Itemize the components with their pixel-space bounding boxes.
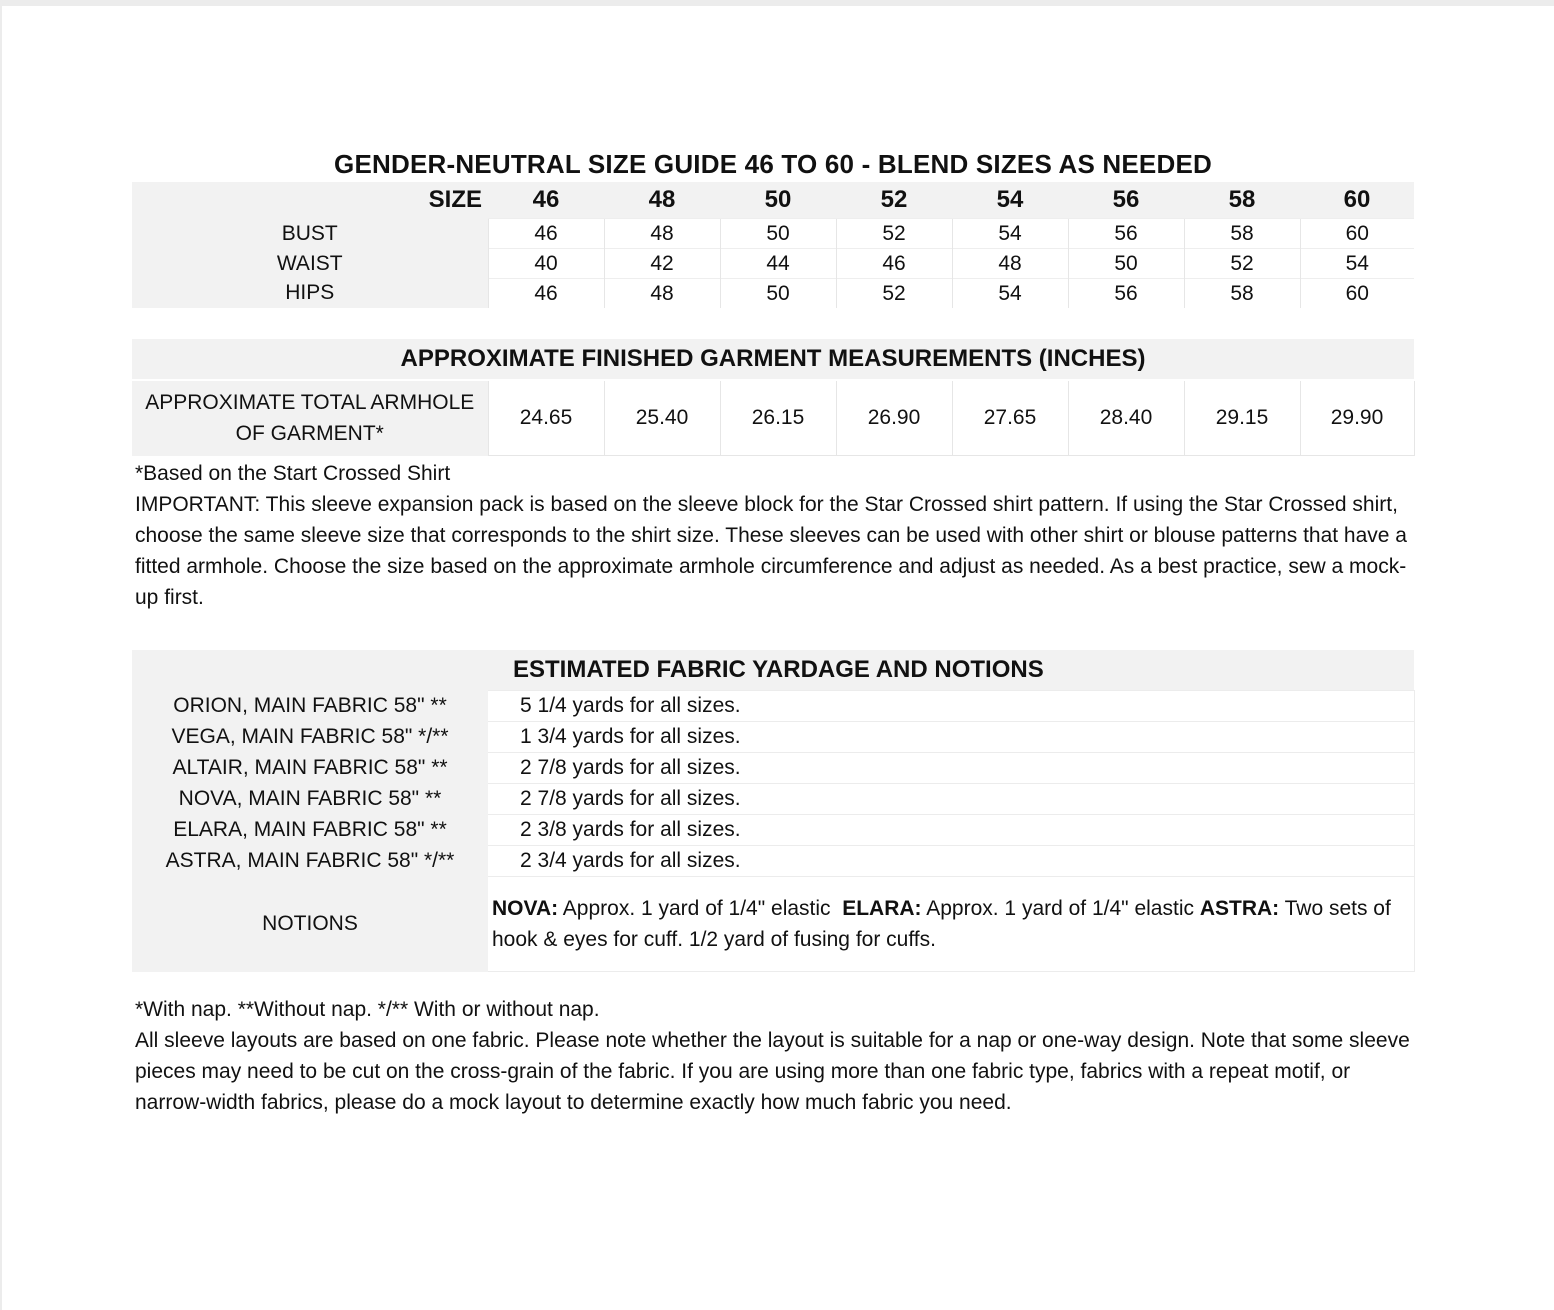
document-content bbox=[132, 146, 1414, 1118]
table-cell: 26.90 bbox=[836, 380, 952, 456]
fabric-value: 2 7/8 yards for all sizes. bbox=[488, 784, 1414, 815]
fabric-title: ESTIMATED FABRIC YARDAGE AND NOTIONS bbox=[488, 650, 1414, 691]
layout-note: All sleeve layouts are based on one fabric. Please note whether the layout is suitable for a nap or one-way design. Note that some sleeve pieces may need to be cut on the cross-grain of the fabric. If you are using more than one fabric type, fabrics with a repeat motif, or narrow-width fabrics, please do a mock layout to determine exactly how much fabric you need. bbox=[135, 1029, 1410, 1114]
fabric-label: ASTRA, MAIN FABRIC 58" */** bbox=[132, 846, 488, 877]
table-row bbox=[132, 815, 1414, 846]
size-header-cell: 58 bbox=[1228, 186, 1256, 213]
armhole-footnote: *Based on the Start Crossed Shirt bbox=[135, 462, 451, 485]
size-guide-title: GENDER-NEUTRAL SIZE GUIDE 46 TO 60 - BLEND SIZES AS NEEDED bbox=[334, 149, 1212, 179]
nap-note: *With nap. **Without nap. */** With or without nap. bbox=[135, 998, 600, 1021]
fabric-label: ELARA, MAIN FABRIC 58" ** bbox=[132, 815, 488, 846]
table-row bbox=[132, 219, 1414, 249]
table-cell: 26.15 bbox=[720, 380, 836, 456]
garment-measurements-table bbox=[132, 339, 1415, 456]
table-cell: 48 bbox=[952, 249, 1068, 279]
table-cell: 54 bbox=[952, 279, 1068, 309]
fabric-value: 2 7/8 yards for all sizes. bbox=[488, 753, 1414, 784]
table-cell: 60 bbox=[1300, 279, 1414, 309]
table-cell: 50 bbox=[1068, 249, 1184, 279]
notions-elara-label: ELARA: bbox=[842, 897, 922, 920]
table-cell: 46 bbox=[488, 279, 604, 309]
hips-label: HIPS bbox=[132, 279, 488, 309]
size-header-cell: 60 bbox=[1343, 186, 1371, 213]
table-row bbox=[132, 753, 1414, 784]
table-cell: 28.40 bbox=[1068, 380, 1184, 456]
table-cell: 29.15 bbox=[1184, 380, 1300, 456]
size-header-cell: 48 bbox=[648, 186, 676, 213]
table-cell: 44 bbox=[720, 249, 836, 279]
document-page bbox=[2, 6, 1554, 1310]
table-cell: 24.65 bbox=[488, 380, 604, 456]
size-header-cell: 52 bbox=[880, 186, 908, 213]
size-header-cell: 46 bbox=[532, 186, 560, 213]
notions-nova-label: NOVA: bbox=[492, 897, 559, 920]
fabric-label: NOVA, MAIN FABRIC 58" ** bbox=[132, 784, 488, 815]
table-row bbox=[132, 846, 1414, 877]
table-cell: 29.90 bbox=[1300, 380, 1414, 456]
notions-nova-text: Approx. 1 yard of 1/4" elastic bbox=[558, 897, 843, 920]
table-cell: 50 bbox=[720, 279, 836, 309]
table-cell: 58 bbox=[1184, 219, 1300, 249]
notions-astra-text: Two sets of hook & eyes for cuff. 1/2 yard of fusing for cuffs. bbox=[492, 897, 1391, 951]
notions-value bbox=[488, 877, 1414, 972]
table-cell: 56 bbox=[1068, 279, 1184, 309]
table-row bbox=[132, 784, 1414, 815]
table-cell: 46 bbox=[836, 249, 952, 279]
table-row bbox=[132, 691, 1414, 722]
size-label: SIZE bbox=[428, 186, 482, 214]
notions-astra-label: ASTRA: bbox=[1199, 897, 1280, 920]
armhole-label bbox=[132, 380, 488, 456]
table-cell: 48 bbox=[604, 219, 720, 249]
armhole-label-line1: APPROXIMATE TOTAL ARMHOLE bbox=[145, 391, 475, 415]
fabric-yardage-table bbox=[132, 650, 1415, 972]
table-cell: 48 bbox=[604, 279, 720, 309]
notions-row bbox=[132, 877, 1414, 972]
size-header-cell: 56 bbox=[1112, 186, 1140, 213]
table-cell: 40 bbox=[488, 249, 604, 279]
table-cell: 27.65 bbox=[952, 380, 1068, 456]
fabric-label: ALTAIR, MAIN FABRIC 58" ** bbox=[132, 753, 488, 784]
notions-label: NOTIONS bbox=[132, 877, 488, 972]
table-cell: 52 bbox=[836, 219, 952, 249]
table-row bbox=[132, 279, 1414, 309]
table-cell: 46 bbox=[488, 219, 604, 249]
fabric-title-spacer bbox=[132, 650, 488, 691]
table-cell: 50 bbox=[720, 219, 836, 249]
waist-label: WAIST bbox=[132, 249, 488, 279]
fabric-value: 1 3/4 yards for all sizes. bbox=[488, 722, 1414, 753]
table-row bbox=[132, 249, 1414, 279]
table-cell: 54 bbox=[952, 219, 1068, 249]
table-row bbox=[132, 380, 1414, 456]
fabric-value: 2 3/8 yards for all sizes. bbox=[488, 815, 1414, 846]
size-header-cell: 54 bbox=[996, 186, 1024, 213]
table-cell: 25.40 bbox=[604, 380, 720, 456]
armhole-label-line2: OF GARMENT* bbox=[235, 422, 384, 446]
table-cell: 54 bbox=[1300, 249, 1414, 279]
fabric-label: ORION, MAIN FABRIC 58" ** bbox=[132, 691, 488, 722]
table-cell: 52 bbox=[1184, 249, 1300, 279]
important-note: IMPORTANT: This sleeve expansion pack is based on the sleeve block for the Star Crossed shirt pattern. If using the Star Crossed shirt, choose the same sleeve size that corresponds to the shirt size. These sleeves can be used with other shirt or blouse patterns that have a fitted armhole. Choose the size based on the approximate armhole circumference and adjust as needed. As a best practice, sew a mock-up first. bbox=[135, 493, 1407, 609]
size-header-row bbox=[132, 182, 1414, 219]
notions-elara-text: Approx. 1 yard of 1/4" elastic bbox=[921, 897, 1200, 920]
size-guide-table bbox=[132, 182, 1414, 308]
fabric-label: VEGA, MAIN FABRIC 58" */** bbox=[132, 722, 488, 753]
size-header-cell: 50 bbox=[764, 186, 792, 213]
fabric-value: 2 3/4 yards for all sizes. bbox=[488, 846, 1414, 877]
table-cell: 42 bbox=[604, 249, 720, 279]
table-cell: 52 bbox=[836, 279, 952, 309]
fabric-title-row bbox=[132, 650, 1414, 691]
table-cell: 58 bbox=[1184, 279, 1300, 309]
garment-measurements-title-row bbox=[132, 339, 1414, 380]
table-row bbox=[132, 722, 1414, 753]
garment-measurements-title: APPROXIMATE FINISHED GARMENT MEASUREMENTS (INCHES) bbox=[132, 339, 1414, 380]
fabric-value: 5 1/4 yards for all sizes. bbox=[488, 691, 1414, 722]
table-cell: 56 bbox=[1068, 219, 1184, 249]
bust-label: BUST bbox=[132, 219, 488, 249]
table-cell: 60 bbox=[1300, 219, 1414, 249]
